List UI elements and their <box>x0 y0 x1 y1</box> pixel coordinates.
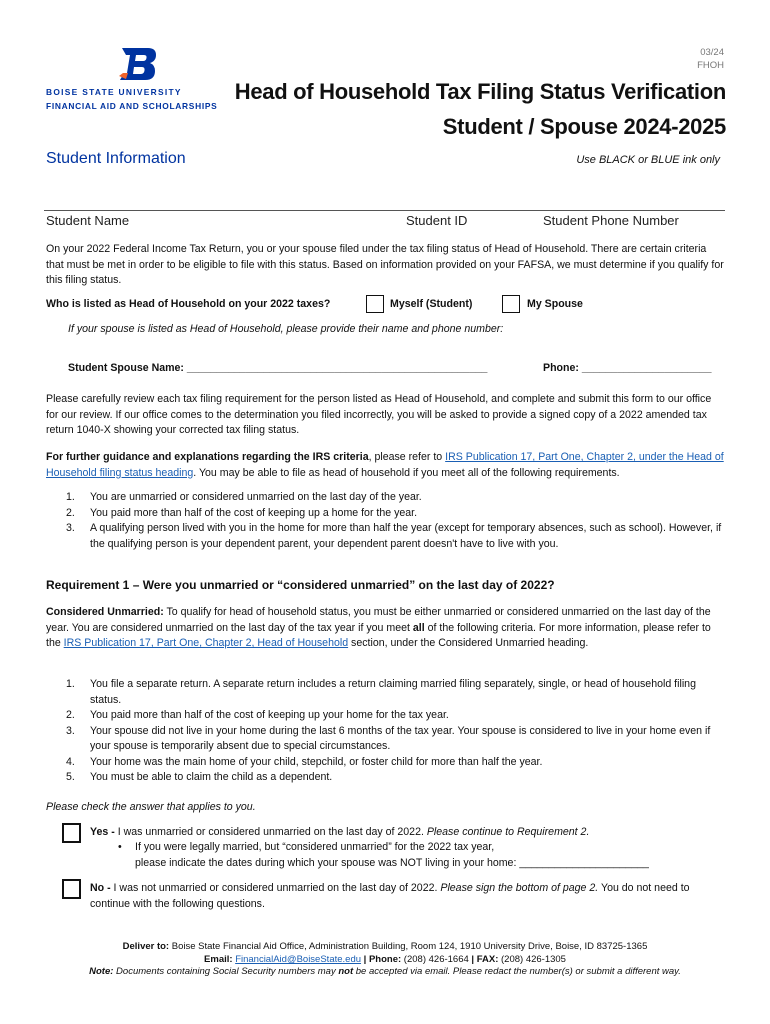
irs-pub17-link[interactable]: IRS Publication 17, Part One, Chapter 2, under the Head of Household filing status heading <box>46 451 724 479</box>
irs-hoh-link[interactable]: IRS Publication 17, Part One, Chapter 2, Head of Household <box>63 637 349 649</box>
cu-text-a: To qualify for head of household status, you must be either unmarried or considered unmarried on the last day of the year. You are considered unmarried on the last day of the tax year if you meet <box>46 606 711 634</box>
email-link[interactable]: FinancialAid@BoiseState.edu <box>235 954 362 965</box>
yes-italic: Please continue to Requirement 2. <box>426 826 590 838</box>
student-phone-field[interactable]: Student Phone Number <box>543 213 679 228</box>
list-text: You file a separate return. A separate return includes a return claiming married filing separately, single, or head of household filing status. <box>90 678 696 706</box>
list-item <box>46 724 726 755</box>
myself-checkbox[interactable] <box>366 295 384 313</box>
review-paragraph: Please carefully review each tax filing requirement for the person listed as Head of Household, and complete and submit this form to our office for our review. If our office comes to the determination you filed incorrectly, you will be asked to provide a signed copy of a 2022 amended tax return 1040-X showing your corrected tax filing status. <box>46 393 712 436</box>
list-text: Your spouse did not live in your home during the last 6 months of the tax year. Your spouse is considered to live in your home even if your spouse is temporarily absent due to special circumstances. <box>90 724 711 752</box>
university-name: BOISE STATE UNIVERSITY <box>46 87 182 97</box>
spouse-phone-field[interactable]: Phone: ______________________ <box>543 362 712 374</box>
list-number: 3. <box>66 724 75 737</box>
spouse-checkbox[interactable] <box>502 295 520 313</box>
list-item <box>46 708 726 724</box>
cu-text-b: of the following criteria. For more information, please refer to the <box>46 621 711 649</box>
deliver-address: Boise State Financial Aid Office, Administration Building, Room 124, 1910 University Drive, Boise, ID 83725-1365 <box>169 941 648 952</box>
list-number: 1. <box>66 491 75 503</box>
list-item <box>46 506 726 522</box>
guidance-end: . You may be able to file as head of household if you meet all of the following requirements. <box>193 466 620 479</box>
note-not: not <box>338 966 354 977</box>
list-number: 2. <box>66 709 75 721</box>
page-subtitle: Student / Spouse 2024-2025 <box>442 114 726 139</box>
yes-checkbox[interactable] <box>62 823 81 843</box>
criteria-list <box>46 677 726 786</box>
guidance-paragraph <box>46 450 726 481</box>
list-item <box>46 490 726 506</box>
list-text: A qualifying person lived with you in the home for more than half the year (except for temporary absences, such as school). However, if the qualifying person is your dependent parent, your dependent parent doesn't have to live with you. <box>90 522 722 550</box>
cu-text-c: section, under the Considered Unmarried heading. <box>348 637 589 649</box>
student-info-heading: Student Information <box>46 150 186 167</box>
intro-paragraph: On your 2022 Federal Income Tax Return, you or your spouse filed under the tax filing status of Head of Household. There are certain criteria that must be met in order to be eligible to file with this status. Based on information provided on your FAFSA, we must determine if you qualify for this filing status. <box>46 243 724 286</box>
considered-unmarried-label: Considered Unmarried: <box>46 606 164 618</box>
note-b: be accepted via email. Please redact the number(s) or submit a different way. <box>353 966 681 977</box>
yes-option-text <box>90 825 730 841</box>
ink-note: Use BLACK or BLUE ink only <box>576 154 720 166</box>
no-text: I was not unmarried or considered unmarried on the last day of 2022. <box>110 882 441 894</box>
yes-bullet-line1: If you were legally married, but “considered unmarried” for the 2022 tax year, <box>135 841 495 853</box>
yes-label: Yes - <box>90 826 115 838</box>
requirement1-title: Requirement 1 – Were you unmarried or “considered unmarried” on the last day of 2022? <box>46 578 555 592</box>
note-a: Documents containing Social Security numbers may <box>113 966 339 977</box>
list-text: You paid more than half of the cost of keeping up your home for the tax year. <box>90 709 449 721</box>
list-number: 1. <box>66 678 75 690</box>
list-item <box>46 521 726 552</box>
list-text: You must be able to claim the child as a dependent. <box>90 771 333 783</box>
no-italic: Please sign the bottom of page 2. <box>440 882 599 894</box>
bullet-icon: • <box>118 841 122 853</box>
guidance-mid: , please refer to <box>368 451 446 463</box>
student-id-field[interactable]: Student ID <box>406 213 468 228</box>
hoh-question: Who is listed as Head of Household on your 2022 taxes? <box>46 298 331 310</box>
considered-unmarried-paragraph <box>46 605 726 652</box>
form-code: FHOH <box>697 60 724 71</box>
spouse-option-label: My Spouse <box>527 298 583 310</box>
no-text-end: You do not need to continue with the following questions. <box>90 882 690 910</box>
myself-option-label: Myself (Student) <box>390 298 473 310</box>
student-name-field[interactable]: Student Name <box>46 213 130 228</box>
list-text: You paid more than half of the cost of keeping up a home for the year. <box>90 506 418 519</box>
form-date: 03/24 <box>700 47 724 58</box>
guidance-bold: For further guidance and explanations regarding the IRS criteria <box>46 451 369 463</box>
contact-line <box>40 954 730 967</box>
deliver-label: Deliver to: <box>122 941 170 952</box>
note-label: Note: <box>89 966 114 977</box>
check-prompt: Please check the answer that applies to you. <box>46 801 256 813</box>
phone-number: (208) 426-1664 <box>401 954 472 965</box>
list-number: 5. <box>66 771 75 783</box>
list-text: Your home was the main home of your child, stepchild, or foster child for more than half the year. <box>90 755 543 768</box>
list-number: 4. <box>66 755 75 768</box>
fax-label: | FAX: <box>471 954 499 965</box>
requirements-list <box>46 490 726 552</box>
email-label: Email: <box>204 954 233 965</box>
department-name: FINANCIAL AID AND SCHOLARSHIPS <box>46 101 218 111</box>
no-option-text <box>90 881 730 912</box>
boise-state-logo-icon <box>118 46 158 82</box>
student-info-rule <box>44 210 725 211</box>
spouse-note: If your spouse is listed as Head of Household, please provide their name and phone number: <box>68 323 504 335</box>
cu-all: all <box>412 621 425 634</box>
fax-number: (208) 426-1305 <box>498 954 566 965</box>
deliver-line <box>40 941 730 954</box>
phone-label: | Phone: <box>363 954 402 965</box>
note-line <box>40 966 730 979</box>
list-text: You are unmarried or considered unmarried on the last day of the year. <box>90 491 422 503</box>
spouse-name-field[interactable]: Student Spouse Name: ___________________________________________________ <box>68 362 488 374</box>
separation-dates-field[interactable]: please indicate the dates during which your spouse was NOT living in your home: ______________________ <box>135 857 649 869</box>
page-title: Head of Household Tax Filing Status Verification <box>234 79 726 104</box>
list-item <box>46 677 726 708</box>
yes-text: I was unmarried or considered unmarried on the last day of 2022. <box>114 826 427 838</box>
list-item <box>46 755 726 771</box>
list-item <box>46 770 726 786</box>
list-number: 3. <box>66 522 75 534</box>
no-label: No - <box>90 882 111 894</box>
no-checkbox[interactable] <box>62 879 81 899</box>
list-number: 2. <box>66 506 75 519</box>
